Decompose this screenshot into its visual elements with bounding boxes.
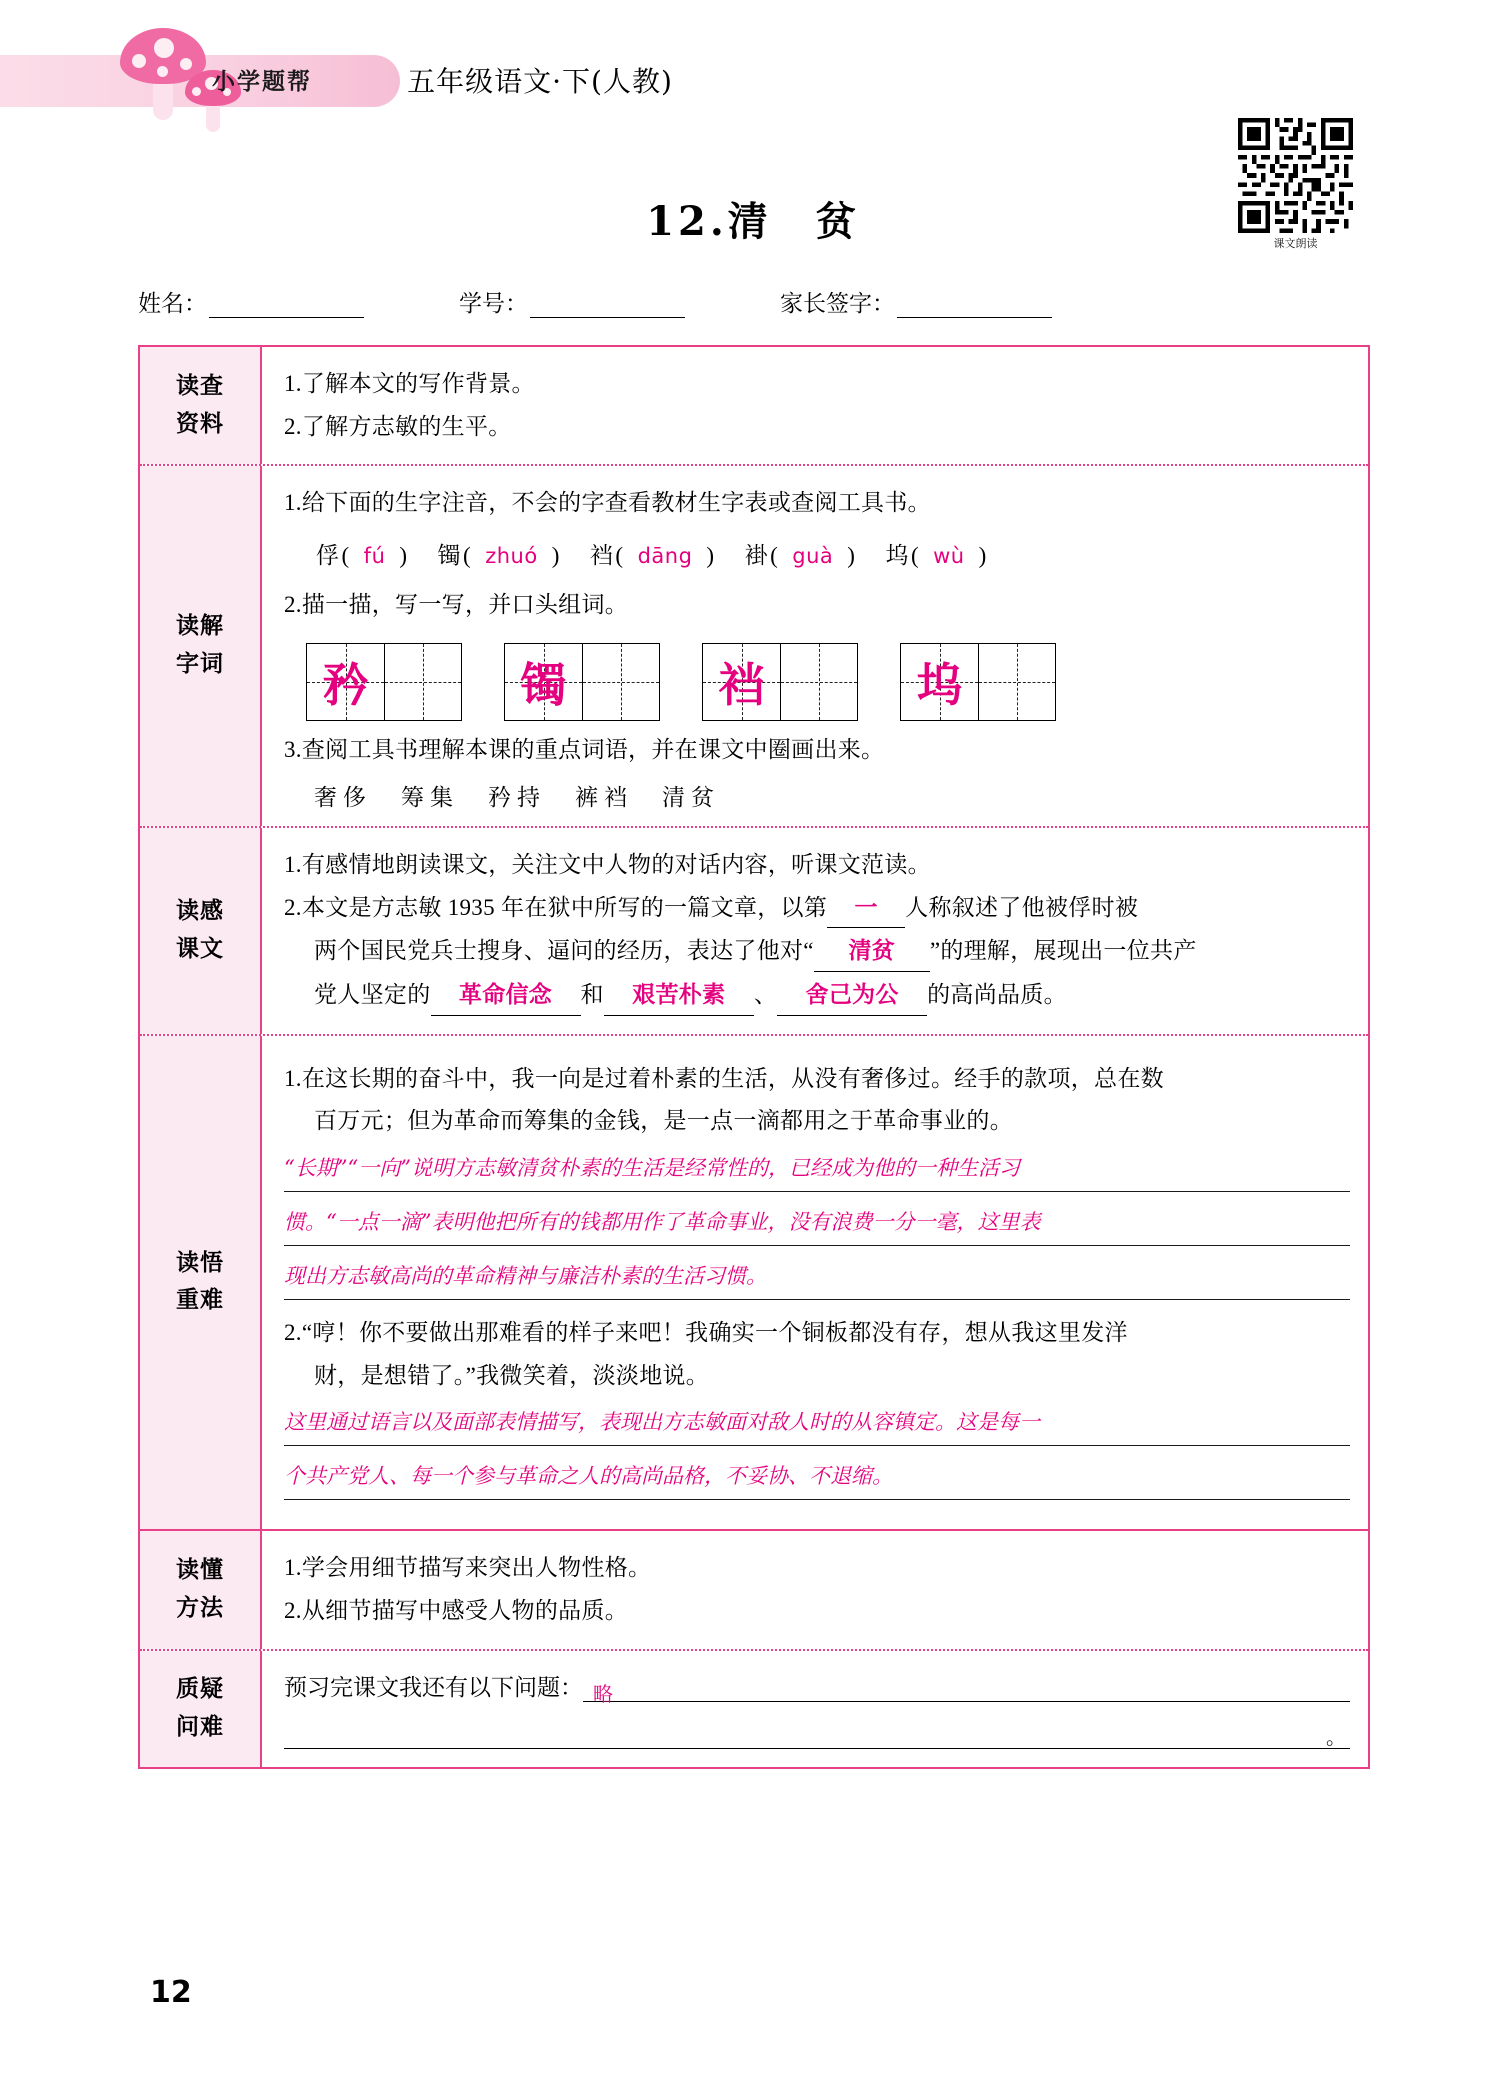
task-line: 1.学会用细节描写来突出人物性格。 bbox=[284, 1555, 652, 1581]
section-body-comprehension bbox=[262, 1036, 1368, 1530]
section-category-reading-research bbox=[140, 347, 262, 464]
grid-cell-filled[interactable] bbox=[505, 644, 582, 720]
category-line-1: 读懂 bbox=[176, 1557, 224, 1584]
sentence-part: 两个国民党兵士搜身、逼问的经历，表达了他对“ bbox=[314, 938, 814, 964]
answer-blank-simplicity[interactable]: 艰苦朴素 bbox=[604, 976, 754, 1016]
answer-line: “长期”“一向”说明方志敏清贫朴素的生活是经常性的，已经成为他的一种生活习 bbox=[284, 1147, 1350, 1192]
grid-character: 坞 bbox=[916, 657, 963, 712]
question-answer-input[interactable]: 略 bbox=[583, 1678, 1350, 1702]
grid-character: 矜 bbox=[322, 657, 369, 712]
section-body-vocabulary bbox=[262, 466, 1368, 826]
section-category-questions bbox=[140, 1651, 262, 1767]
pinyin-char: 褂 bbox=[744, 542, 769, 568]
page-number: 12 bbox=[150, 1975, 192, 2010]
student-id-field[interactable] bbox=[459, 285, 685, 318]
brand-label: 小学题帮 bbox=[212, 69, 312, 95]
pinyin-value[interactable]: wù bbox=[933, 543, 965, 568]
quote-line-2a: 2.“哼！你不要做出那难看的样子来吧！我确实一个铜板都没有存，想从我这里发洋 bbox=[284, 1320, 1128, 1346]
grid-cell-empty[interactable] bbox=[384, 644, 461, 720]
sentence-part: 人称叙述了他被俘时被 bbox=[905, 894, 1139, 920]
answer-line: 现出方志敏高尚的革命精神与廉洁朴素的生活习惯。 bbox=[284, 1255, 1350, 1300]
parent-signature-label: 家长签字： bbox=[780, 291, 895, 316]
grid-character: 镯 bbox=[520, 657, 567, 712]
category-line-1: 读查 bbox=[176, 372, 224, 399]
question-prompt-label: 预习完课文我还有以下问题： bbox=[284, 1674, 583, 1700]
pinyin-char: 镯 bbox=[437, 542, 462, 568]
answer-blank-person[interactable]: 一 bbox=[827, 889, 905, 929]
parent-signature-field[interactable] bbox=[780, 285, 1052, 318]
answer-blank-belief[interactable]: 革命信念 bbox=[431, 976, 581, 1016]
section-row-comprehension bbox=[140, 1036, 1368, 1532]
character-grid[interactable] bbox=[504, 643, 660, 721]
task-line-fill-blank-3 bbox=[284, 976, 1350, 1016]
task-line-trace-write: 2.描一描，写一写，并口头组词。 bbox=[284, 591, 629, 617]
section-category-vocabulary bbox=[140, 466, 262, 826]
pinyin-char: 裆 bbox=[589, 542, 614, 568]
name-input-line[interactable] bbox=[209, 297, 364, 318]
quote-line-1b: 百万元；但为革命而筹集的金钱，是一点一滴都用之于革命事业的。 bbox=[314, 1108, 1013, 1134]
pinyin-char: 坞 bbox=[885, 542, 909, 568]
section-body-method bbox=[262, 1531, 1368, 1648]
sentence-part: 党人坚定的 bbox=[314, 982, 431, 1007]
section-row-questions bbox=[140, 1651, 1368, 1767]
page-title: 12.清 贫 bbox=[646, 198, 860, 245]
section-row-text-feeling bbox=[140, 828, 1368, 1036]
grid-cell-filled[interactable] bbox=[703, 644, 780, 720]
category-line-2: 资料 bbox=[176, 410, 224, 437]
quote-line-1a: 1.在这长期的奋斗中，我一向是过着朴素的生活，从没有奢侈过。经手的款项，总在数 bbox=[284, 1065, 1164, 1091]
section-category-comprehension bbox=[140, 1036, 262, 1530]
grid-cell-empty[interactable] bbox=[978, 644, 1055, 720]
student-id-label: 学号： bbox=[459, 291, 528, 316]
answer-line: 这里通过语言以及面部表情描写，表现出方志敏面对敌人时的从容镇定。这是每一 bbox=[284, 1401, 1350, 1446]
student-info-row bbox=[138, 285, 1238, 318]
worksheet-table bbox=[138, 345, 1370, 1769]
section-category-text-feeling bbox=[140, 828, 262, 1034]
qr-caption: 课文朗读 bbox=[1273, 237, 1318, 250]
name-label: 姓名： bbox=[138, 291, 207, 316]
name-field[interactable] bbox=[138, 285, 364, 318]
pinyin-value[interactable]: dāng bbox=[637, 543, 693, 568]
sentence-part: 的高尚品质。 bbox=[927, 982, 1067, 1007]
pinyin-value[interactable]: zhuó bbox=[485, 543, 538, 568]
sentence-part: ”的理解，展现出一位共产 bbox=[929, 938, 1197, 964]
category-line-1: 读解 bbox=[176, 613, 224, 640]
pinyin-value[interactable]: fú bbox=[363, 543, 386, 568]
grid-cell-filled[interactable] bbox=[901, 644, 978, 720]
character-practice-grids bbox=[306, 643, 1350, 721]
key-vocabulary-list: 奢侈 筹集 矜持 裤裆 清贫 bbox=[314, 785, 720, 811]
question-answer-second-line[interactable] bbox=[284, 1718, 1350, 1749]
answer-blank-qingpin[interactable]: 清贫 bbox=[814, 932, 930, 972]
character-grid[interactable] bbox=[900, 643, 1056, 721]
category-line-1: 读悟 bbox=[176, 1249, 224, 1276]
category-line-2: 字词 bbox=[176, 651, 224, 678]
sentence-part: 、 bbox=[753, 982, 778, 1007]
section-body-questions bbox=[262, 1651, 1368, 1767]
category-line-2: 方法 bbox=[176, 1594, 224, 1621]
section-row-vocabulary bbox=[140, 466, 1368, 828]
task-line-fill-blank-2 bbox=[284, 932, 1350, 972]
answer-blank-selfless[interactable]: 舍己为公 bbox=[777, 976, 927, 1016]
answer-line: 个共产党人、每一个参与革命之人的高尚品格，不妥协、不退缩。 bbox=[284, 1455, 1350, 1500]
character-grid[interactable] bbox=[702, 643, 858, 721]
pinyin-answer-row: 俘( fú ) 镯( zhuó ) 裆( dāng ) 褂( guà ) 坞( wù ) bbox=[316, 542, 987, 568]
category-line-1: 读感 bbox=[176, 897, 224, 924]
grid-character: 裆 bbox=[718, 657, 765, 712]
task-line-pinyin-instruction: 1.给下面的生字注音，不会的字查看教材生字表或查阅工具书。 bbox=[284, 490, 931, 516]
task-line: 2.从细节描写中感受人物的品质。 bbox=[284, 1597, 629, 1623]
grid-cell-filled[interactable] bbox=[307, 644, 384, 720]
parent-signature-input-line[interactable] bbox=[897, 297, 1052, 318]
section-body-text-feeling bbox=[262, 828, 1368, 1034]
sentence-part: 2.本文是方志敏 1935 年在狱中所写的一篇文章，以第 bbox=[284, 894, 828, 920]
section-row-method bbox=[140, 1531, 1368, 1650]
task-line-read-aloud: 1.有感情地朗读课文，关注文中人物的对话内容，听课文范读。 bbox=[284, 852, 931, 878]
pinyin-char: 俘 bbox=[316, 542, 340, 568]
category-line-2: 课文 bbox=[176, 935, 224, 962]
section-body-reading-research bbox=[262, 347, 1368, 464]
category-line-2: 问难 bbox=[176, 1713, 224, 1740]
section-category-method bbox=[140, 1531, 262, 1648]
category-line-2: 重难 bbox=[176, 1287, 224, 1314]
category-line-1: 质疑 bbox=[176, 1675, 224, 1702]
answer-block-1[interactable] bbox=[284, 1147, 1350, 1300]
pinyin-value[interactable]: guà bbox=[792, 543, 834, 568]
student-id-input-line[interactable] bbox=[530, 297, 685, 318]
sentence-part: 和 bbox=[580, 982, 604, 1007]
grade-subject-title: 五年级语文·下(人教) bbox=[407, 65, 673, 98]
answer-block-2[interactable] bbox=[284, 1401, 1350, 1500]
section-row-reading-research bbox=[140, 347, 1368, 466]
task-line: 2.了解方志敏的生平。 bbox=[284, 413, 512, 439]
answer-line: 惯。“一点一滴”表明他把所有的钱都用作了革命事业，没有浪费一分一毫，这里表 bbox=[284, 1201, 1350, 1246]
task-line-dictionary: 3.查阅工具书理解本课的重点词语，并在课文中圈画出来。 bbox=[284, 736, 885, 762]
task-line-fill-blank-1 bbox=[284, 889, 1350, 929]
task-line: 1.了解本文的写作背景。 bbox=[284, 371, 535, 396]
trailing-period: 。 bbox=[1326, 1726, 1346, 1749]
quote-line-2b: 财，是想错了。”我微笑着，淡淡地说。 bbox=[314, 1362, 710, 1388]
grid-cell-empty[interactable] bbox=[780, 644, 857, 720]
character-grid[interactable] bbox=[306, 643, 462, 721]
grid-cell-empty[interactable] bbox=[582, 644, 659, 720]
question-prompt-row bbox=[284, 1669, 1350, 1706]
